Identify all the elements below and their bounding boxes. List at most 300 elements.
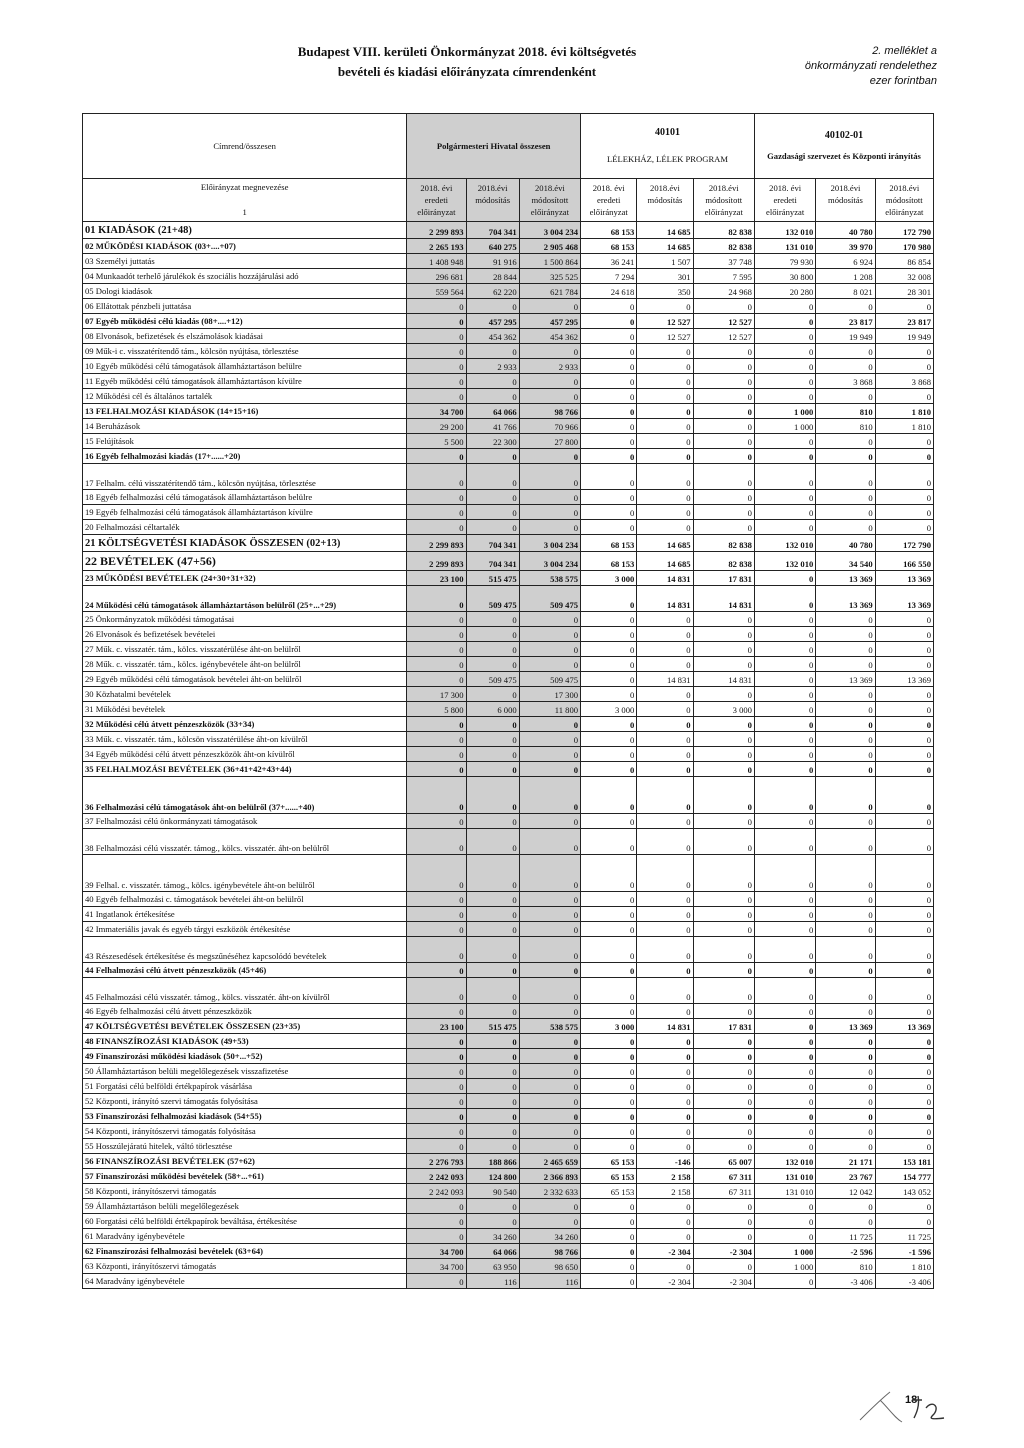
cell-value: 0	[754, 1094, 815, 1109]
cell-value: 0	[407, 732, 466, 747]
table-row	[83, 657, 934, 672]
cell-value: 0	[466, 1004, 519, 1019]
cell-value: 0	[875, 892, 933, 907]
cell-value: 0	[693, 627, 754, 642]
row-label: 61 Maradvány igénybevétele	[83, 1229, 407, 1244]
row-label: 26 Elvonások és befizetések bevételei	[83, 627, 407, 642]
cell-value: 0	[875, 907, 933, 922]
cell-value: 0	[581, 672, 637, 687]
header-group-gazdasagi	[754, 114, 933, 179]
cell-value: 0	[407, 344, 466, 359]
cell-value: 1 507	[637, 254, 693, 269]
cell-value: 0	[816, 814, 875, 829]
cell-value: 0	[519, 490, 580, 505]
cell-value: 0	[693, 978, 754, 1004]
cell-value: 0	[693, 505, 754, 520]
cell-value: 0	[407, 329, 466, 344]
row-label: 48 FINANSZÍROZÁSI KIADÁSOK (49+53)	[83, 1034, 407, 1049]
row-label: 20 Felhalmozási céltartalék	[83, 520, 407, 535]
cell-value: 1 810	[875, 419, 933, 434]
cell-value: 0	[754, 449, 815, 464]
cell-value: 0	[466, 732, 519, 747]
row-label: 22 BEVÉTELEK (47+56)	[83, 552, 407, 571]
table-row	[83, 1034, 934, 1049]
cell-value: 0	[693, 829, 754, 855]
annex-note	[787, 44, 937, 89]
cell-value: 172 790	[875, 535, 933, 552]
cell-value: 0	[581, 359, 637, 374]
table-row	[83, 1229, 934, 1244]
cell-value: 0	[693, 1109, 754, 1124]
cell-value: 7 294	[581, 269, 637, 284]
table-row	[83, 464, 934, 490]
cell-value: 0	[875, 389, 933, 404]
table-row	[83, 963, 934, 978]
cell-value: 32 008	[875, 269, 933, 284]
cell-value: 132 010	[754, 222, 815, 239]
cell-value: 0	[754, 1049, 815, 1064]
cell-value: 0	[581, 490, 637, 505]
cell-value: 30 800	[754, 269, 815, 284]
subheader-line: módosított	[705, 195, 743, 205]
cell-value: 12 527	[637, 329, 693, 344]
cell-value: 6 924	[816, 254, 875, 269]
subheader-line: 2018.évi	[830, 183, 861, 193]
cell-value: 0	[466, 762, 519, 777]
cell-value: 0	[875, 762, 933, 777]
subheader-9	[875, 179, 933, 222]
cell-value: 0	[637, 702, 693, 717]
row-label: 37 Felhalmozási célú önkormányzati támogatások	[83, 814, 407, 829]
cell-value: 0	[581, 344, 637, 359]
cell-value: 0	[466, 299, 519, 314]
row-label: 17 Felhalm. célú visszatérítendő tám., kölcsön nyújtása, törlesztése	[83, 464, 407, 490]
row-label: 55 Hosszúlejáratú hitelek, váltó törlesztése	[83, 1139, 407, 1154]
cell-value: 509 475	[466, 672, 519, 687]
annex-unit: ezer forintban	[869, 75, 937, 87]
cell-value: 0	[875, 978, 933, 1004]
cell-value: 0	[581, 717, 637, 732]
cell-value: 0	[693, 1259, 754, 1274]
cell-value: 0	[693, 1004, 754, 1019]
cell-value: 20 280	[754, 284, 815, 299]
cell-value: 98 766	[519, 404, 580, 419]
cell-value: 0	[754, 922, 815, 937]
cell-value: 0	[816, 505, 875, 520]
cell-value: 0	[875, 937, 933, 963]
cell-value: 2 905 468	[519, 239, 580, 254]
cell-value: 3 868	[816, 374, 875, 389]
table-row	[83, 612, 934, 627]
cell-value: 0	[875, 612, 933, 627]
cell-value: 131 010	[754, 1169, 815, 1184]
cell-value: 325 525	[519, 269, 580, 284]
cell-value: 166 550	[875, 552, 933, 571]
cell-value: 0	[816, 1079, 875, 1094]
cell-value: 3 000	[581, 1019, 637, 1034]
cell-value: 0	[581, 1004, 637, 1019]
cell-value: 0	[816, 937, 875, 963]
row-label: 30 Közhatalmi bevételek	[83, 687, 407, 702]
cell-value: 0	[581, 434, 637, 449]
cell-value: 0	[637, 963, 693, 978]
cell-value: 0	[875, 1124, 933, 1139]
cell-value: 0	[466, 1049, 519, 1064]
cell-value: 538 575	[519, 1019, 580, 1034]
cell-value: 704 341	[466, 552, 519, 571]
cell-value: 70 966	[519, 419, 580, 434]
cell-value: 0	[519, 1094, 580, 1109]
cell-value: 0	[407, 505, 466, 520]
cell-value: 0	[466, 464, 519, 490]
row-label: 62 Finanszírozási felhalmozási bevételek (63+64)	[83, 1244, 407, 1259]
cell-value: 538 575	[519, 571, 580, 586]
cell-value: 0	[581, 642, 637, 657]
row-label: 04 Munkaadót terhelő járulékok és szociális hozzájárulási adó	[83, 269, 407, 284]
cell-value: 132 010	[754, 552, 815, 571]
cell-value: 116	[466, 1274, 519, 1289]
cell-value: 0	[466, 1199, 519, 1214]
cell-value: 0	[519, 344, 580, 359]
cell-value: 0	[407, 586, 466, 612]
cell-value: 14 831	[637, 571, 693, 586]
cell-value: 0	[693, 464, 754, 490]
cell-value: 0	[407, 1049, 466, 1064]
header-title-lelekhaz: LÉLEKHÁZ, LÉLEK PROGRAM	[607, 154, 729, 164]
row-label: 63 Központi, irányítószervi támogatás	[83, 1259, 407, 1274]
cell-value: 0	[816, 657, 875, 672]
row-label: 03 Személyi juttatás	[83, 254, 407, 269]
cell-value: 454 362	[519, 329, 580, 344]
budget-table	[82, 113, 934, 1289]
cell-value: 704 341	[466, 222, 519, 239]
cell-value: 0	[407, 1214, 466, 1229]
cell-value: 0	[754, 586, 815, 612]
table-row	[83, 404, 934, 419]
cell-value: 131 010	[754, 239, 815, 254]
cell-value: 67 311	[693, 1184, 754, 1199]
cell-value: 2 242 093	[407, 1184, 466, 1199]
cell-value: 0	[754, 963, 815, 978]
subheader-line: előirányzat	[885, 207, 924, 217]
cell-value: 0	[693, 1214, 754, 1229]
cell-value: 0	[816, 389, 875, 404]
cell-value: 2 299 893	[407, 222, 466, 239]
cell-value: 3 004 234	[519, 535, 580, 552]
cell-value: 0	[581, 937, 637, 963]
cell-value: 0	[466, 922, 519, 937]
cell-value: 0	[407, 855, 466, 892]
cell-value: 0	[637, 732, 693, 747]
row-label: 44 Felhalmozási célú átvett pénzeszközök (45+46)	[83, 963, 407, 978]
cell-value: 0	[754, 937, 815, 963]
table-row	[83, 1109, 934, 1124]
cell-value: 0	[875, 814, 933, 829]
cell-value: 0	[466, 344, 519, 359]
cell-value: 0	[466, 449, 519, 464]
cell-value: 0	[637, 404, 693, 419]
cell-value: 0	[754, 359, 815, 374]
cell-value: 0	[407, 922, 466, 937]
cell-value: 0	[637, 419, 693, 434]
cell-value: 515 475	[466, 571, 519, 586]
cell-value: 0	[519, 829, 580, 855]
cell-value: 0	[519, 963, 580, 978]
cell-value: 0	[754, 1079, 815, 1094]
cell-value: 12 527	[693, 329, 754, 344]
cell-value: 0	[407, 1139, 466, 1154]
cell-value: 640 275	[466, 239, 519, 254]
cell-value: 0	[466, 1214, 519, 1229]
table-row	[83, 329, 934, 344]
cell-value: 0	[637, 717, 693, 732]
cell-value: 82 838	[693, 239, 754, 254]
cell-value: 29 200	[407, 419, 466, 434]
cell-value: 0	[693, 1049, 754, 1064]
cell-value: 2 158	[637, 1184, 693, 1199]
cell-value: 0	[466, 814, 519, 829]
row-label: 16 Egyéb felhalmozási kiadás (17+......+20)	[83, 449, 407, 464]
cell-value: 65 153	[581, 1154, 637, 1169]
row-label: 42 Immateriális javak és egyéb tárgyi eszközök értékesítése	[83, 922, 407, 937]
cell-value: 0	[581, 687, 637, 702]
cell-value: 0	[754, 299, 815, 314]
cell-value: 3 000	[581, 702, 637, 717]
cell-value: 0	[637, 520, 693, 535]
cell-value: 0	[581, 829, 637, 855]
cell-value: 0	[466, 1139, 519, 1154]
cell-value: 0	[407, 642, 466, 657]
cell-value: 0	[754, 829, 815, 855]
cell-value: 2 276 793	[407, 1154, 466, 1169]
cell-value: 23 100	[407, 571, 466, 586]
cell-value: 0	[754, 732, 815, 747]
cell-value: 0	[875, 449, 933, 464]
cell-value: 0	[407, 829, 466, 855]
cell-value: 0	[754, 642, 815, 657]
cell-value: 0	[407, 1064, 466, 1079]
row-label: 60 Forgatási célú belföldi értékpapírok beváltása, értékesítése	[83, 1214, 407, 1229]
cell-value: 0	[693, 612, 754, 627]
cell-value: 0	[875, 702, 933, 717]
subheader-line	[469, 206, 517, 218]
cell-value: 0	[581, 586, 637, 612]
cell-value: 0	[407, 612, 466, 627]
table-row	[83, 284, 934, 299]
row-label: 21 KÖLTSÉGVETÉSI KIADÁSOK ÖSSZESEN (02+13)	[83, 535, 407, 552]
cell-value: 0	[875, 1214, 933, 1229]
cell-value: 0	[466, 1109, 519, 1124]
cell-value: 12 527	[693, 314, 754, 329]
cell-value: 0	[637, 829, 693, 855]
table-row	[83, 829, 934, 855]
row-label: 08 Elvonások, befizetések és elszámolások kiadásai	[83, 329, 407, 344]
cell-value: 0	[581, 922, 637, 937]
cell-value: 1 000	[754, 1259, 815, 1274]
cell-value: 457 295	[519, 314, 580, 329]
cell-value: 0	[407, 978, 466, 1004]
cell-value: 0	[466, 717, 519, 732]
cell-value: 63 950	[466, 1259, 519, 1274]
row-label: 11 Egyéb működési célú támogatások államháztartáson kívülre	[83, 374, 407, 389]
table-row	[83, 1124, 934, 1139]
cell-value: 0	[407, 1079, 466, 1094]
cell-value: 0	[754, 314, 815, 329]
cell-value: 0	[754, 687, 815, 702]
row-label: 24 Működési célú támogatások államháztartáson belülről (25+...+29)	[83, 586, 407, 612]
cell-value: 0	[637, 434, 693, 449]
table-row	[83, 520, 934, 535]
cell-value: 91 916	[466, 254, 519, 269]
cell-value: 0	[637, 505, 693, 520]
cell-value: 0	[754, 505, 815, 520]
table-row	[83, 855, 934, 892]
cell-value: 0	[637, 1139, 693, 1154]
cell-value: 0	[754, 627, 815, 642]
cell-value: 14 685	[637, 535, 693, 552]
cell-value: 0	[754, 1139, 815, 1154]
cell-value: 0	[875, 1079, 933, 1094]
cell-value: 0	[466, 505, 519, 520]
cell-value: 0	[693, 1094, 754, 1109]
cell-value: 0	[693, 434, 754, 449]
cell-value: 0	[466, 642, 519, 657]
cell-value: 0	[637, 1214, 693, 1229]
cell-value: 3 868	[875, 374, 933, 389]
cell-value: 0	[693, 855, 754, 892]
cell-value: 810	[816, 1259, 875, 1274]
table-row	[83, 762, 934, 777]
table-row	[83, 1199, 934, 1214]
cell-value: 0	[816, 1004, 875, 1019]
cell-value: 0	[816, 464, 875, 490]
cell-value: 34 700	[407, 1244, 466, 1259]
cell-value: 28 301	[875, 284, 933, 299]
cell-value: 7 595	[693, 269, 754, 284]
cell-value: 0	[693, 777, 754, 814]
cell-value: 1 500 864	[519, 254, 580, 269]
subheader-5	[637, 179, 693, 222]
cell-value: 34 700	[407, 404, 466, 419]
cell-value: 24 968	[693, 284, 754, 299]
table-row	[83, 344, 934, 359]
cell-value: 810	[816, 419, 875, 434]
cell-value: 23 767	[816, 1169, 875, 1184]
header-eloiranyzat	[83, 179, 407, 222]
cell-value: 0	[816, 702, 875, 717]
cell-value: 0	[754, 571, 815, 586]
cell-value: 0	[875, 505, 933, 520]
cell-value: 0	[519, 612, 580, 627]
row-label: 40 Egyéb felhalmozási c. támogatások bevételei áht-on belülről	[83, 892, 407, 907]
row-label: 64 Maradvány igénybevétele	[83, 1274, 407, 1289]
table-row	[83, 1274, 934, 1289]
cell-value: 0	[816, 747, 875, 762]
cell-value: 0	[519, 520, 580, 535]
subheader-line: módosított	[885, 195, 923, 205]
cell-value: 0	[816, 717, 875, 732]
cell-value: 0	[407, 762, 466, 777]
cell-value: 0	[816, 907, 875, 922]
table-row	[83, 571, 934, 586]
cell-value: 0	[816, 963, 875, 978]
table-row	[83, 717, 934, 732]
cell-value: 86 854	[875, 254, 933, 269]
cell-value: 0	[754, 777, 815, 814]
table-row	[83, 449, 934, 464]
cell-value: 2 265 193	[407, 239, 466, 254]
cell-value: 0	[519, 1064, 580, 1079]
subheader-line: 2018.évi	[889, 183, 920, 193]
cell-value: 64 066	[466, 1244, 519, 1259]
cell-value: 0	[407, 892, 466, 907]
cell-value: 82 838	[693, 552, 754, 571]
cell-value: 0	[466, 855, 519, 892]
cell-value: 3 000	[693, 702, 754, 717]
cell-value: 0	[693, 963, 754, 978]
cell-value: 0	[581, 892, 637, 907]
cell-value: 0	[581, 1274, 637, 1289]
cell-value: 621 784	[519, 284, 580, 299]
cell-value: 1 810	[875, 404, 933, 419]
annex-line-1: 2. melléklet a	[872, 45, 937, 57]
header-code-40101: 40101	[655, 127, 681, 138]
table-row	[83, 907, 934, 922]
cell-value: 0	[754, 1199, 815, 1214]
cell-value: 1 408 948	[407, 254, 466, 269]
cell-value: 0	[754, 1124, 815, 1139]
cell-value: 23 817	[816, 314, 875, 329]
cell-value: 11 800	[519, 702, 580, 717]
cell-value: 19 949	[875, 329, 933, 344]
cell-value: 0	[875, 657, 933, 672]
cell-value: 0	[754, 374, 815, 389]
cell-value: 1 000	[754, 419, 815, 434]
cell-value: 0	[407, 490, 466, 505]
cell-value: 0	[693, 1034, 754, 1049]
cell-value: 2 465 659	[519, 1154, 580, 1169]
row-label: 41 Ingatlanok értékesítése	[83, 907, 407, 922]
cell-value: 0	[637, 1049, 693, 1064]
title-line-2: bevételi és kiadási előirányzata címrendenként	[337, 64, 597, 79]
cell-value: 98 650	[519, 1259, 580, 1274]
row-label: 59 Államháztartáson belüli megelőlegezések	[83, 1199, 407, 1214]
subheader-line: 2018.évi	[477, 183, 508, 193]
row-label: 02 MŰKÖDÉSI KIADÁSOK (03+....+07)	[83, 239, 407, 254]
cell-value: 90 540	[466, 1184, 519, 1199]
cell-value: -1 596	[875, 1244, 933, 1259]
cell-value: 0	[637, 855, 693, 892]
cell-value: 0	[637, 762, 693, 777]
cell-value: 0	[693, 490, 754, 505]
cell-value: 0	[816, 612, 875, 627]
title-line-1: Budapest VIII. kerületi Önkormányzat 2018. évi költségvetés	[297, 44, 637, 59]
cell-value: 14 831	[693, 672, 754, 687]
cell-value: 0	[754, 1064, 815, 1079]
cell-value: 515 475	[466, 1019, 519, 1034]
row-label: 32 Működési célú átvett pénzeszközök (33+34)	[83, 717, 407, 732]
table-row	[83, 314, 934, 329]
subheader-line: 2018. évi	[420, 183, 453, 193]
subheader-1	[407, 179, 466, 222]
subheader-line: előirányzat	[417, 207, 456, 217]
subheader-line: előirányzat	[589, 207, 628, 217]
cell-value: 0	[816, 762, 875, 777]
table-row	[83, 1094, 934, 1109]
cell-value: 0	[637, 892, 693, 907]
cell-value: 0	[816, 627, 875, 642]
cell-value: 0	[637, 1259, 693, 1274]
